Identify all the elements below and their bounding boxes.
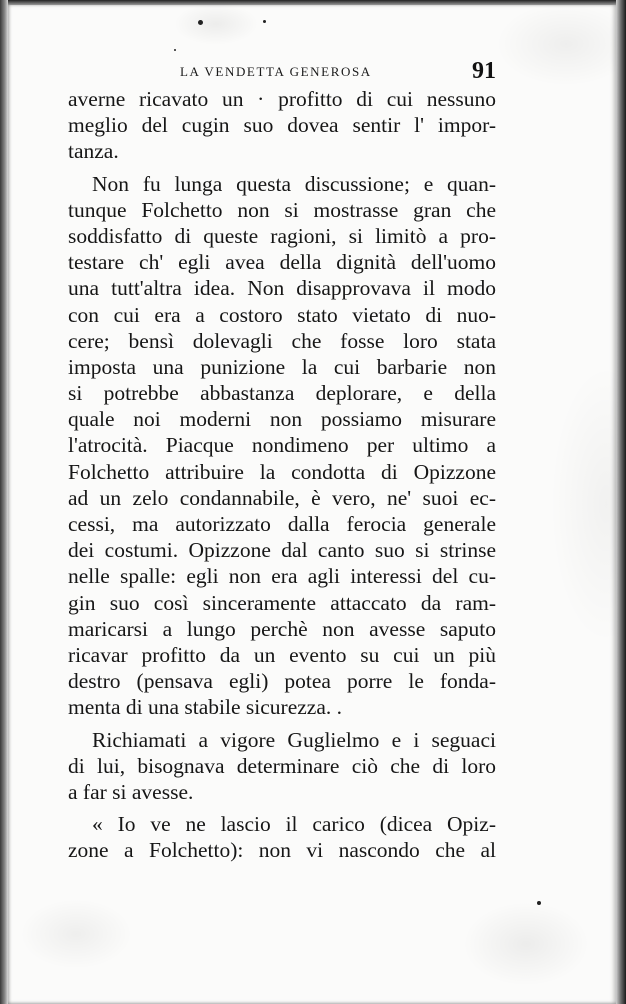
text-line: Folchetto attribuire la condotta di Opizzone <box>68 459 496 484</box>
paragraph <box>68 727 496 806</box>
text-line: cere; bensì dolevagli che fosse loro stata <box>68 328 496 353</box>
text-line: a far si avesse. <box>68 779 194 804</box>
text-line: soddisfatto di queste ragioni, si limitò a pro- <box>68 223 496 248</box>
paragraph <box>68 171 496 721</box>
text-line: ricavar profitto da un evento su cui un più <box>68 642 496 667</box>
ink-speck <box>537 901 541 905</box>
text-line: Non fu lunga questa discussione; e quan- <box>92 171 496 196</box>
text-line: meglio del cugin suo dovea sentir l' impor- <box>68 113 496 138</box>
text-line: testare ch' egli avea della dignità dell'uomo <box>68 250 496 275</box>
text-line: « Io ve ne lascio il carico (dicea Opiz- <box>92 812 496 837</box>
text-line: imposta una punizione la cui barbarie non <box>68 354 496 379</box>
running-title: LA VENDETTA GENEROSA <box>180 64 372 79</box>
body-text <box>68 86 496 863</box>
text-line: menta di una stabile sicurezza. . <box>68 695 343 720</box>
text-line: Richiamati a vigore Guglielmo e i seguaci <box>92 727 496 752</box>
paragraph <box>68 811 496 863</box>
page-left-edge <box>0 0 8 1004</box>
text-line: zone a Folchetto): non vi nascondo che al <box>68 838 496 863</box>
text-line: una tutt'altra idea. Non disapprovava il modo <box>68 276 496 301</box>
page-right-edge <box>616 0 626 1004</box>
text-line: tanza. <box>68 139 119 164</box>
page-top-edge <box>0 0 626 5</box>
text-line: dei costumi. Opizzone dal canto suo si strinse <box>68 538 496 563</box>
text-line: nelle spalle: egli non era agli interessi del cu- <box>68 564 496 589</box>
text-line: di lui, bisognava determinare ciò che di loro <box>68 753 496 778</box>
page-header <box>180 58 500 88</box>
page-number: 91 <box>472 58 496 84</box>
book-page <box>6 4 618 1004</box>
text-line: maricarsi a lungo perchè non avesse saputo <box>68 616 496 641</box>
ink-speck <box>263 20 266 23</box>
text-line: tunque Folchetto non si mostrasse gran che <box>68 197 496 222</box>
text-line: l'atrocità. Piacque nondimeno per ultimo a <box>68 433 496 458</box>
paragraph <box>68 86 496 165</box>
text-line: gin suo così sinceramente attaccato da ram- <box>68 590 496 615</box>
ink-speck <box>198 20 203 25</box>
text-line: cessi, ma autorizzato dalla ferocia generale <box>68 512 496 536</box>
text-line: averne ricavato un · profitto di cui nessuno <box>68 87 496 111</box>
text-line: ad un zelo condannabile, è vero, ne' suoi ec- <box>68 485 496 510</box>
text-line: quale noi moderni non possiamo misurare <box>68 407 496 432</box>
text-line: destro (pensava egli) potea porre le fonda- <box>68 669 496 694</box>
text-line: con cui era a costoro stato vietato di nuo- <box>68 302 496 327</box>
ink-speck <box>174 49 176 51</box>
text-line: si potrebbe abbastanza deplorare, e della <box>68 381 496 406</box>
